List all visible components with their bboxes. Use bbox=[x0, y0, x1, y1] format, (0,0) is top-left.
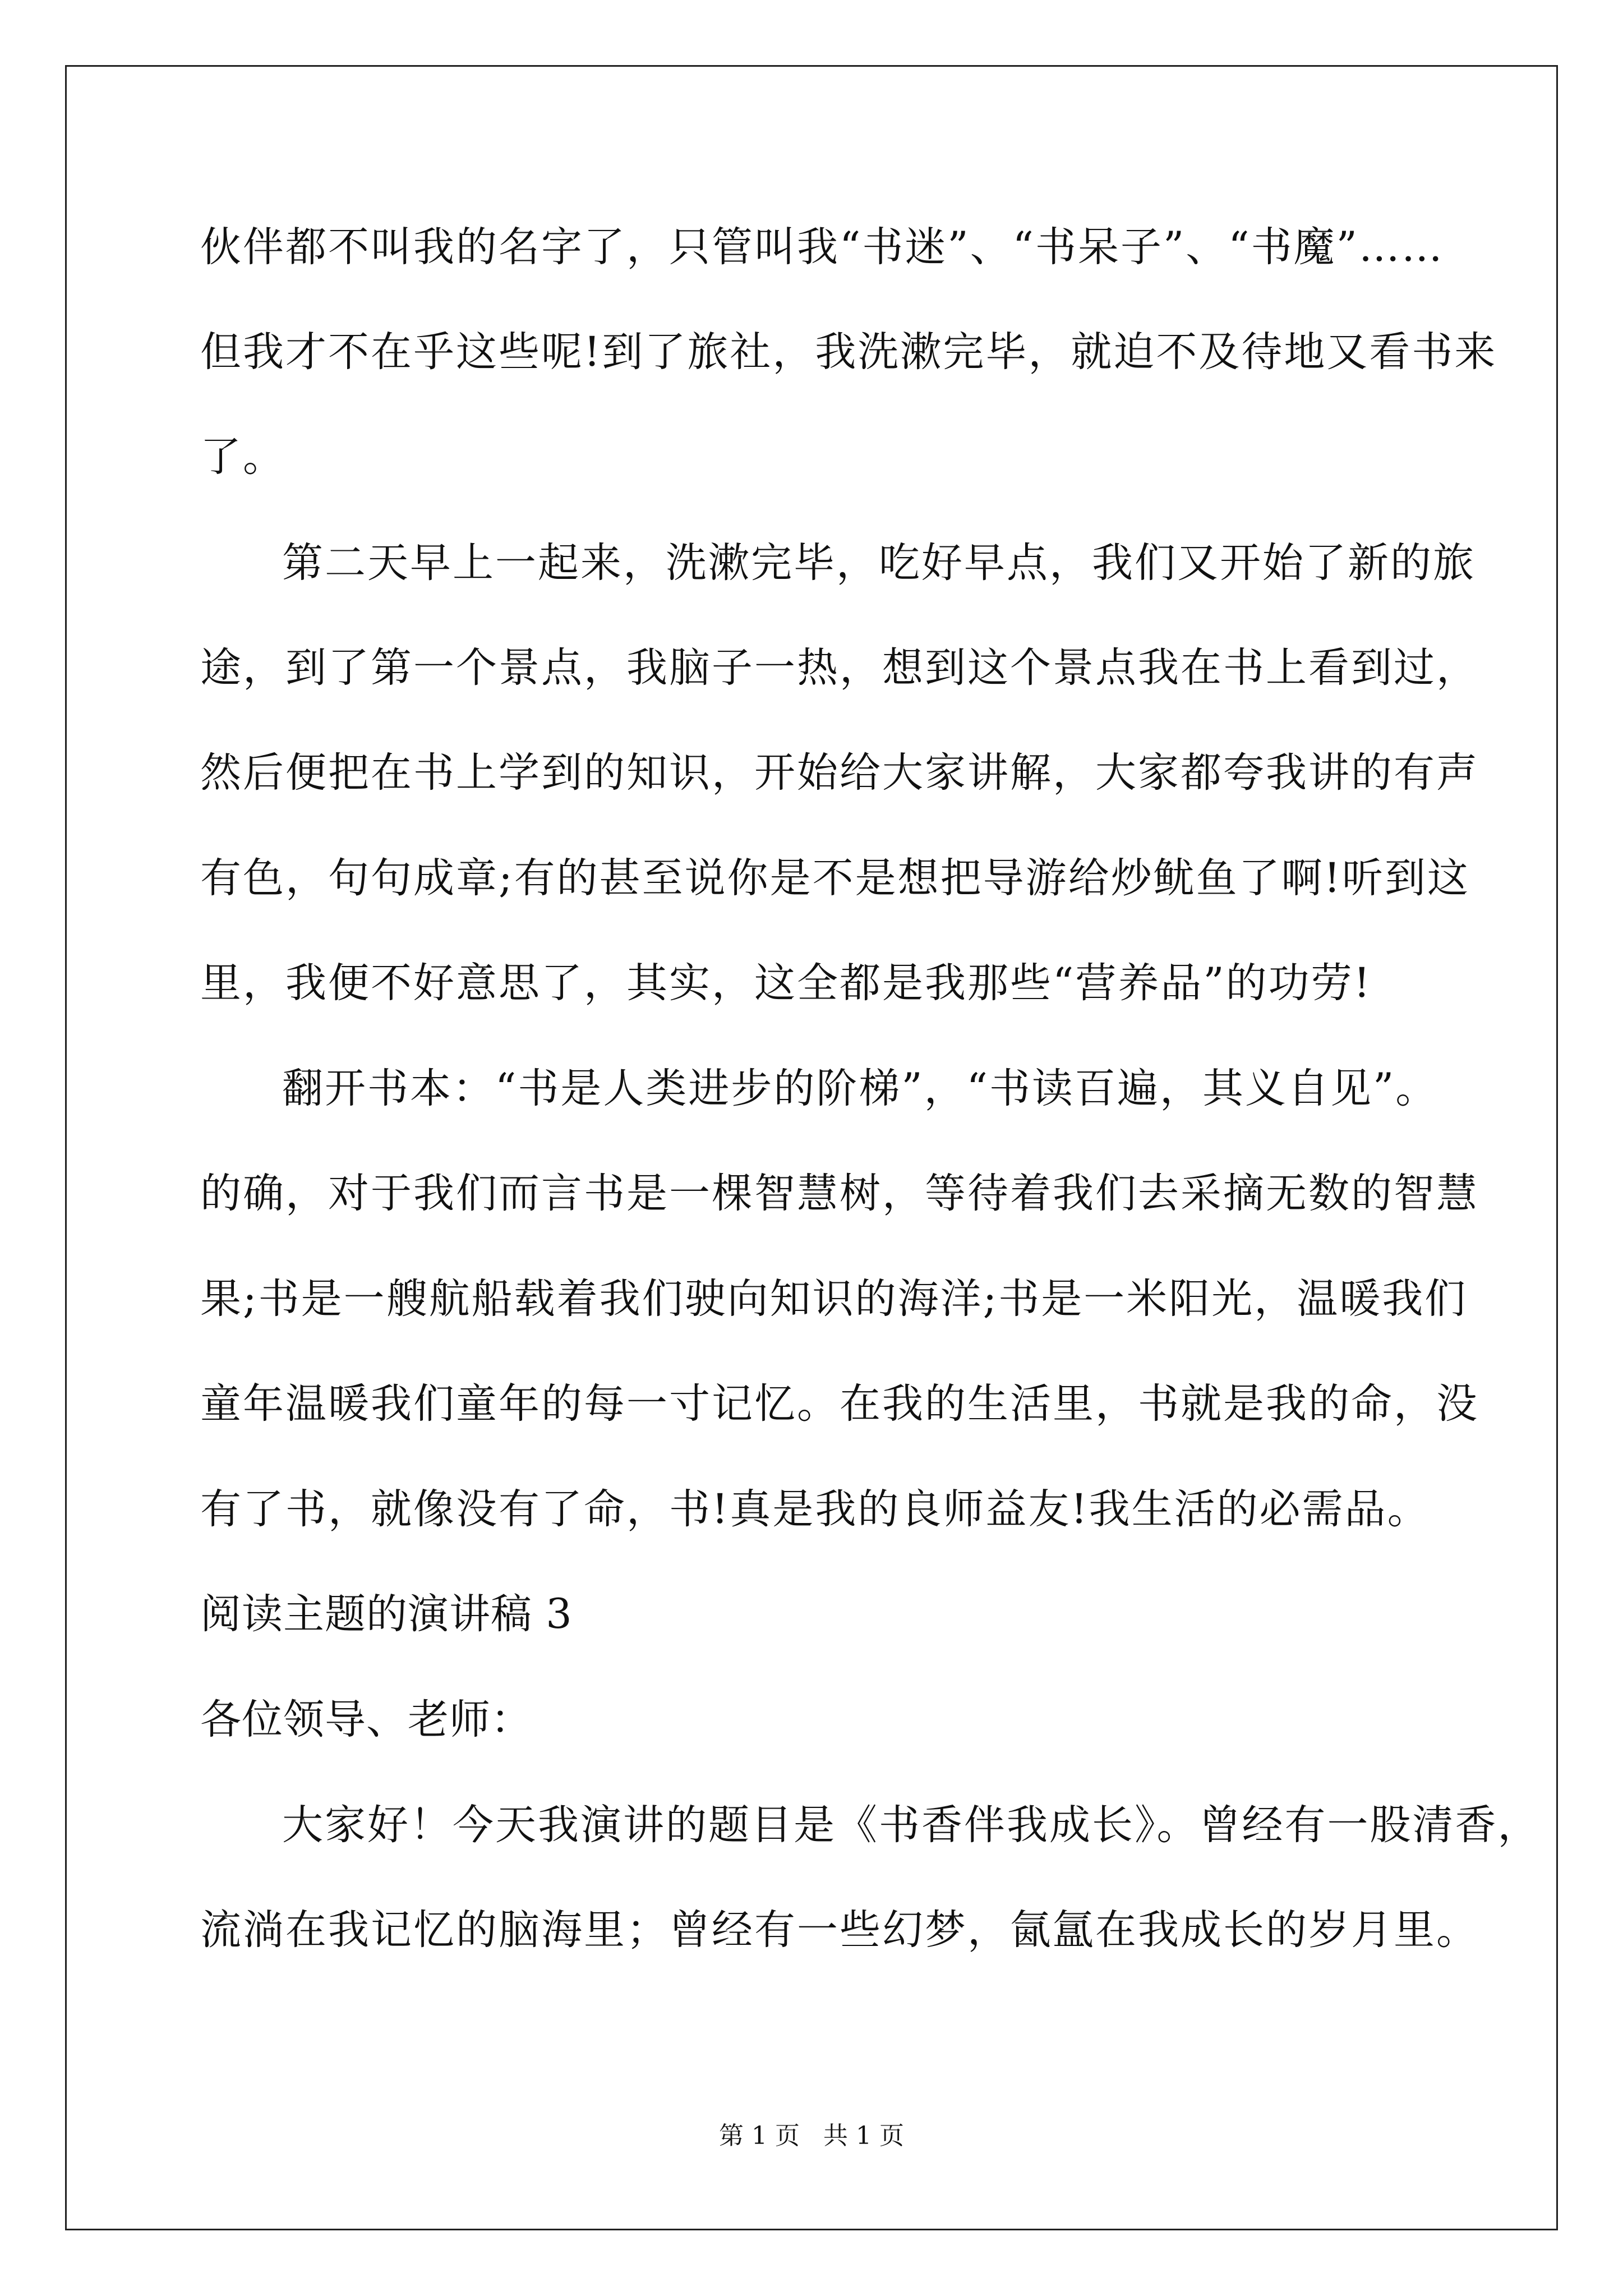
text-line: 了。 bbox=[200, 433, 285, 481]
text-line: 有了书，就像没有了命，书!真是我的良师益友!我生活的必需品。 bbox=[200, 1485, 1430, 1533]
salutation: 各位领导、老师： bbox=[200, 1696, 532, 1743]
section-title: 阅读主题的演讲稿 3 bbox=[200, 1590, 573, 1638]
page-number-footer: 第 1 页 共 1 页 bbox=[719, 2122, 904, 2150]
text-line: 童年温暖我们童年的每一寸记忆。在我的生活里，书就是我的命，没 bbox=[200, 1380, 1479, 1428]
text-line: 有色，句句成章;有的甚至说你是不是想把导游给炒鱿鱼了啊!听到这 bbox=[200, 854, 1470, 902]
text-line: 的确，对于我们而言书是一棵智慧树，等待着我们去采摘无数的智慧 bbox=[200, 1170, 1479, 1217]
text-line: 果;书是一艘航船载着我们驶向知识的海洋;书是一米阳光，温暖我们 bbox=[200, 1275, 1468, 1323]
paragraph-start-line: 第二天早上一起来，洗漱完毕，吃好早点，我们又开始了新的旅 bbox=[282, 539, 1476, 587]
text-line: 然后便把在书上学到的知识，开始给大家讲解，大家都夸我讲的有声 bbox=[200, 749, 1479, 797]
text-line: 流淌在我记忆的脑海里；曾经有一些幻梦，氤氲在我成长的岁月里。 bbox=[200, 1906, 1479, 1954]
paragraph-start-line: 大家好！今天我演讲的题目是《书香伴我成长》。曾经有一股清香， bbox=[282, 1801, 1541, 1849]
paragraph-start-line: 翻开书本：“书是人类进步的阶梯”，“书读百遍，其义自见”。 bbox=[282, 1065, 1438, 1112]
text-line: 但我才不在乎这些呢!到了旅社，我洗漱完毕，就迫不及待地又看书来 bbox=[200, 328, 1497, 376]
text-line: 途，到了第一个景点，我脑子一热，想到这个景点我在书上看到过， bbox=[200, 644, 1479, 692]
text-line: 伙伴都不叫我的名字了，只管叫我“书迷”、“书呆子”、“书魔”…… bbox=[200, 223, 1444, 271]
text-line: 里，我便不好意思了，其实，这全都是我那些“营养品”的功劳! bbox=[200, 959, 1372, 1007]
